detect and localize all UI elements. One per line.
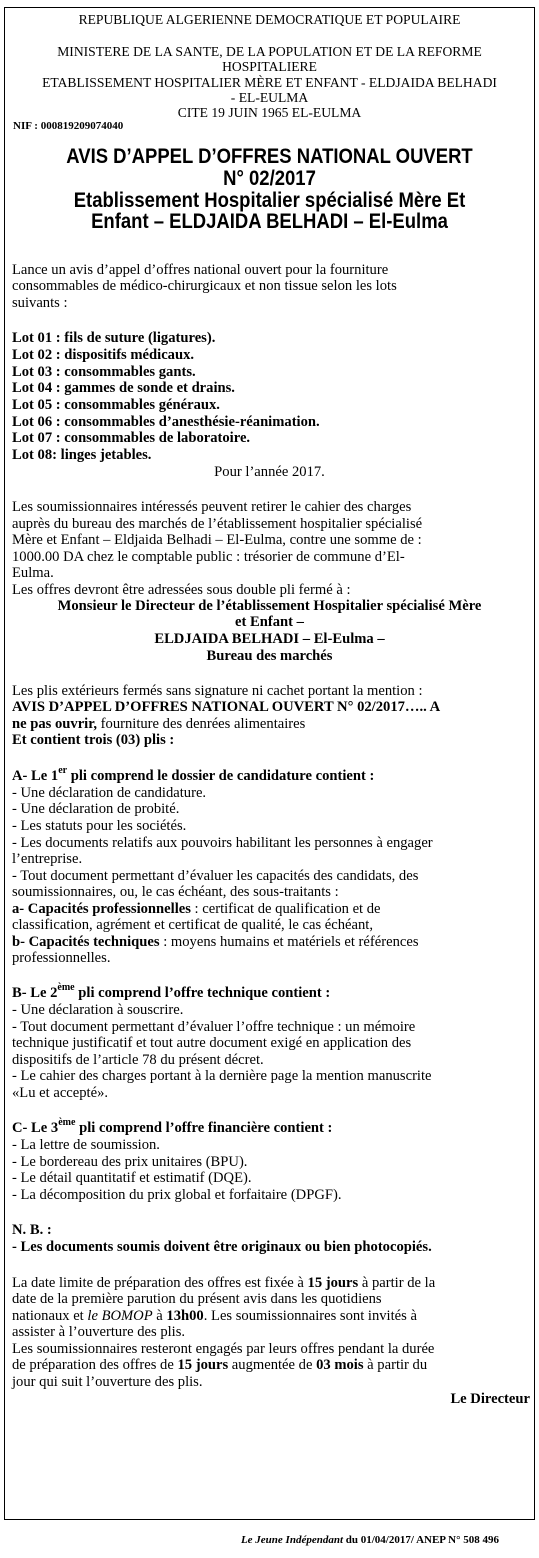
pli-c-item: - La décomposition du prix global et forfaitaire (DPGF). [12,1187,342,1203]
lot-item: Lot 06 : consommables d’anesthésie-réanimation. [12,414,320,430]
pli-a-item: - Les statuts pour les sociétés. [12,818,187,834]
deadline-l3-a: nationaux et [12,1308,88,1324]
pli-b-heading [12,982,527,1001]
pli-c-head-a: C- Le 3 [12,1120,59,1136]
publication-footer [241,1534,499,1546]
pli-b-item: technique justificatif et tout autre document exigé en application des [12,1035,412,1051]
ministry-line-1: MINISTERE DE LA SANTE, DE LA POPULATION ET DE LA REFORME [57,44,482,59]
title-line-2: N° 02/2017 [223,166,316,190]
year-line: Pour l’année 2017. [214,464,325,480]
pli-c-item: - Le détail quantitatif et estimatif (DQE). [12,1170,252,1186]
capacites-professionnelles-2: classification, agrément et certificat de qualité, le cas échéant, [12,917,374,933]
deadline-line-2: date de la première parution du présent avis dans les quotidiens [12,1291,382,1307]
pli-c-heading [12,1117,527,1136]
capacites-professionnelles [12,901,527,917]
establishment-line-1: ETABLISSEMENT HOSPITALIER MÈRE ET ENFANT - ELDJAIDA BELHADI [42,75,497,90]
cap-b-text: : moyens humains et matériels et références [159,934,419,950]
cap-a-label: a- Capacités professionnelles [12,901,191,917]
deadline-line-5: Les soumissionnaires resteront engagés par leurs offres pendant la durée [12,1341,435,1357]
pli-b-item: - Tout document permettant d’évaluer l’offre technique : un mémoire [12,1019,416,1035]
capacites-techniques [12,934,527,950]
plis-ne-pas-ouvrir: ne pas ouvrir, [12,716,98,732]
deadline-13h00: 13h00 [166,1308,204,1324]
pli-c-item: - Le bordereau des prix unitaires (BPU). [12,1154,248,1170]
pli-c-head-sup: ème [58,1117,76,1129]
publication-ref: du 01/04/2017/ ANEP N° 508 496 [343,1534,499,1546]
cap-a-text: : certificat de qualification et de [190,901,381,917]
cite-line: CITE 19 JUIN 1965 EL-EULMA [177,105,362,120]
lot-item: Lot 02 : dispositifs médicaux. [12,347,195,363]
ministry-line-2: HOSPITALIERE [222,59,317,74]
pli-a-item: - Les documents relatifs aux pouvoirs habilitant les personnes à engager [12,835,433,851]
pli-b-head-a: B- Le 2 [12,985,58,1001]
deadline-l6-e: à partir du [363,1357,428,1373]
pli-b-item: - Le cahier des charges portant à la dernière page la mention manuscrite [12,1068,432,1084]
pli-b-head-b: pli comprend l’offre technique contient : [74,985,331,1001]
deadline-l3-e: . Les soumissionnaires sont invités à [203,1308,417,1324]
lot-item: Lot 08: linges jetables. [12,447,152,463]
title-line-4: Enfant – ELDJAIDA BELHADI – El-Eulma [91,209,448,233]
address-line-1: Monsieur le Directeur de l’établissement Hospitalier spécialisé Mère [57,598,482,614]
deadline-l1-c: à partir de la [358,1275,436,1291]
deadline-l6-c: augmentée de [228,1357,317,1373]
deadline-l3-c: à [152,1308,167,1324]
establishment-line-2: - EL-EULMA [230,90,309,105]
deadline-15-jours: 15 jours [307,1275,359,1291]
pli-b-item: «Lu et accepté». [12,1085,109,1101]
nif-number: NIF : 000819209074040 [13,120,124,132]
deadline-line-6 [12,1357,527,1373]
deadline-bomop: le BOMOP [87,1308,153,1324]
deadline-l6-a: de préparation des offres de [12,1357,178,1373]
address-line-4: Bureau des marchés [206,648,333,664]
lot-item: Lot 01 : fils de suture (ligatures). [12,330,216,346]
title-line-1: AVIS D’APPEL D’OFFRES NATIONAL OUVERT [66,144,473,168]
pli-b-head-sup: ème [57,982,75,994]
nb-text: - Les documents soumis doivent être originaux ou bien photocopiés. [12,1239,432,1255]
plis-line-3-rest: fourniture des denrées alimentaires [97,716,306,732]
pli-a-head-b: pli comprend le dossier de candidature contient : [67,768,375,784]
signature: Le Directeur [450,1391,530,1407]
lot-item: Lot 04 : gammes de sonde et drains. [12,380,235,396]
pli-a-item: - Une déclaration de probité. [12,801,180,817]
pli-c-head-b: pli comprend l’offre financière contient : [75,1120,333,1136]
retrait-line-6: Les offres devront être adressées sous double pli fermé à : [12,582,351,598]
deadline-line-3 [12,1308,527,1324]
retrait-line-1: Les soumissionnaires intéressés peuvent retirer le cahier des charges [12,499,412,515]
pli-a-item: l’entreprise. [12,851,83,867]
intro-line-3: suivants : [12,295,68,311]
lot-item: Lot 07 : consommables de laboratoire. [12,430,251,446]
lot-item: Lot 03 : consommables gants. [12,364,196,380]
pli-a-head-sup: er [58,765,68,777]
retrait-line-4: 1000.00 DA chez le comptable public : trésorier de commune d’El- [12,549,405,565]
newspaper-name: Le Jeune Indépendant [240,1534,344,1546]
pli-b-item: - Une déclaration à souscrire. [12,1002,184,1018]
pli-c-item: - La lettre de soumission. [12,1137,160,1153]
intro-line-1: Lance un avis d’appel d’offres national ouvert pour la fourniture [12,262,389,278]
plis-line-2: AVIS D’APPEL D’OFFRES NATIONAL OUVERT N° 02/2017….. A [12,699,441,715]
retrait-line-5: Eulma. [12,565,54,581]
pli-a-head-a: A- Le 1 [12,768,59,784]
pli-a-heading [12,765,527,784]
plis-line-4: Et contient trois (03) plis : [12,732,175,748]
pli-a-item: - Une déclaration de candidature. [12,785,207,801]
title-line-3: Etablissement Hospitalier spécialisé Mère Et [73,188,466,212]
capacites-techniques-2: professionnelles. [12,950,111,966]
pli-b-item: dispositifs de l’article 78 du présent décret. [12,1052,264,1068]
lot-item: Lot 05 : consommables généraux. [12,397,220,413]
nb-heading: N. B. : [12,1222,52,1238]
intro-line-2: consommables de médico-chirurgicaux et non tissue selon les lots [12,278,397,294]
republic-line: REPUBLIQUE ALGERIENNE DEMOCRATIQUE ET POPULAIRE [78,12,461,27]
deadline-line-7: jour qui suit l’ouverture des plis. [12,1374,203,1390]
address-line-2: et Enfant – [235,614,304,630]
retrait-line-3: Mère et Enfant – Eldjaida Belhadi – El-Eulma, contre une somme de : [12,532,422,548]
deadline-l6-15-jours: 15 jours [177,1357,229,1373]
deadline-l1-a: La date limite de préparation des offres est fixée à [12,1275,308,1291]
retrait-line-2: auprès du bureau des marchés de l’établissement hospitalier spécialisé [12,516,423,532]
pli-a-item: soumissionnaires, ou, le cas échéant, des sous-traitants : [12,884,339,900]
deadline-line-1 [12,1275,527,1291]
plis-line-1: Les plis extérieurs fermés sans signature ni cachet portant la mention : [12,683,423,699]
deadline-03-mois: 03 mois [316,1357,364,1373]
deadline-line-4: assister à l’ouverture des plis. [12,1324,186,1340]
address-line-3: ELDJAIDA BELHADI – El-Eulma – [154,631,385,647]
plis-line-3 [12,716,527,732]
cap-b-label: b- Capacités techniques [12,934,160,950]
pli-a-item: - Tout document permettant d’évaluer les capacités des candidats, des [12,868,419,884]
